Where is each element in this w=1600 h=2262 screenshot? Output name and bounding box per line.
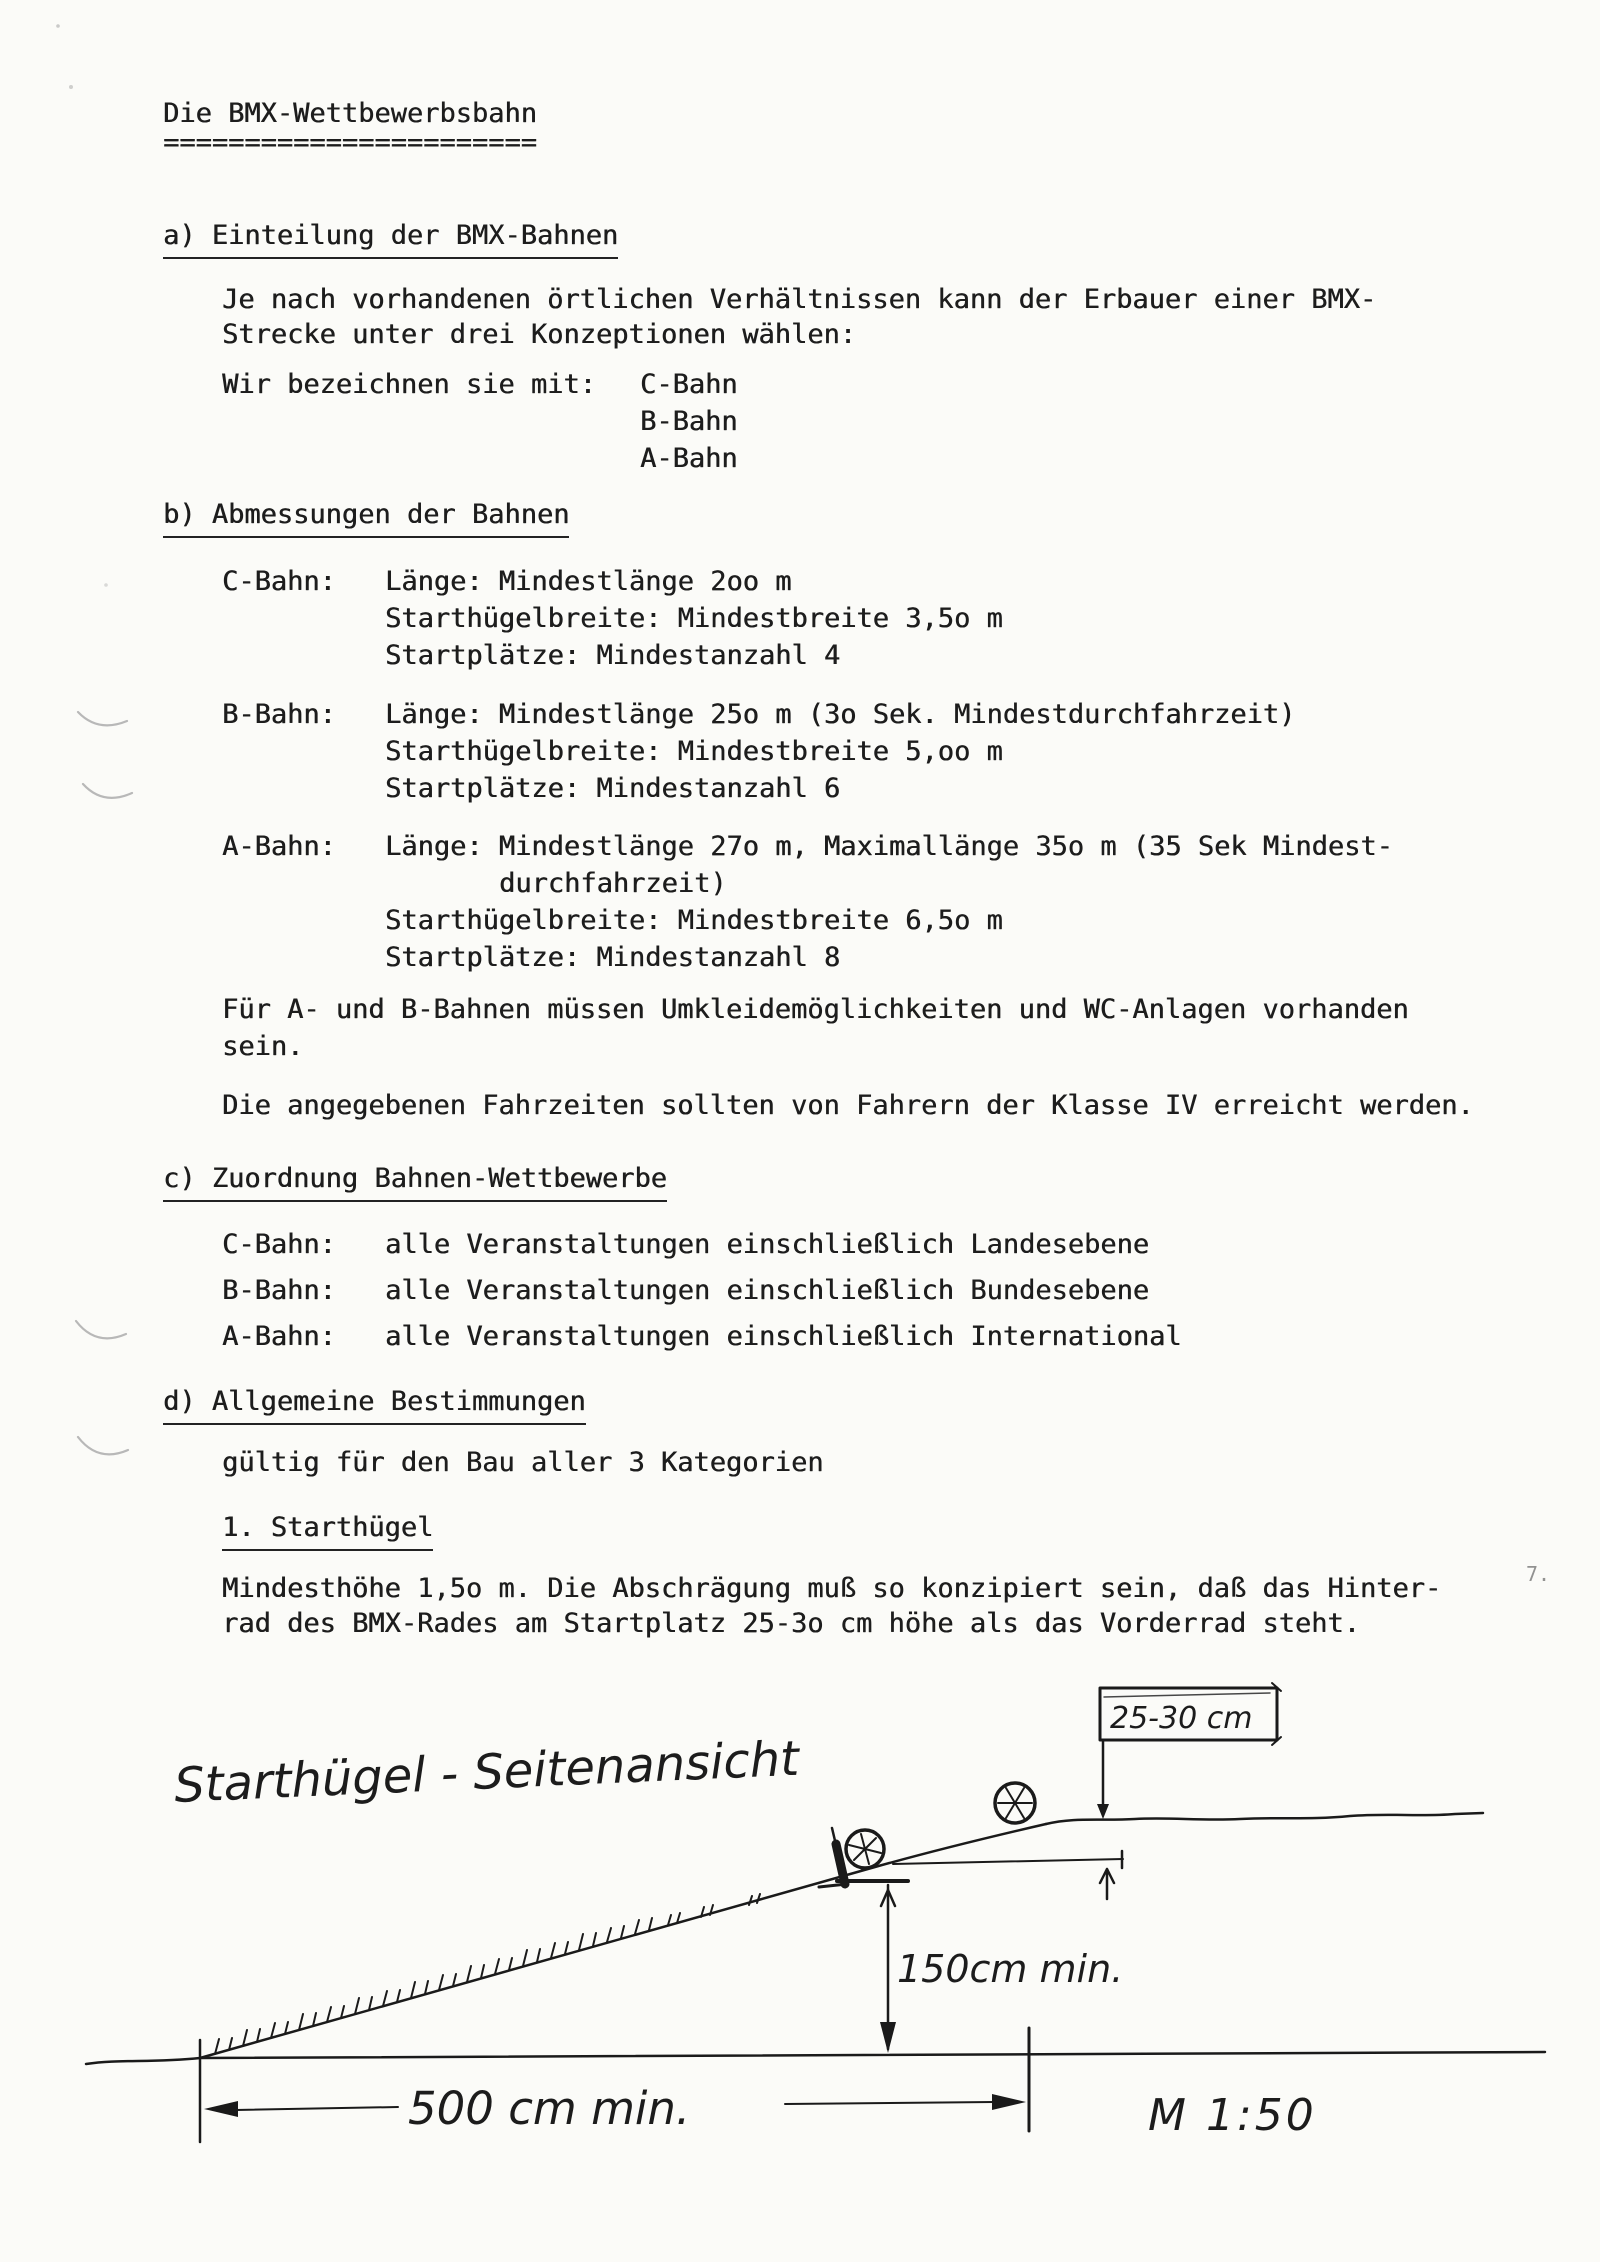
c-row-3-label: A-Bahn: — [222, 1321, 336, 1352]
c-row-2-text: alle Veranstaltungen einschließlich Bundesebene — [385, 1275, 1150, 1306]
scale-label: M 1:50 — [1148, 2090, 1317, 2141]
front-wheel-icon — [995, 1783, 1035, 1823]
margin-ink-artifact: 7. — [1526, 1562, 1551, 1586]
c-row-3-text: alle Veranstaltungen einschließlich International — [385, 1321, 1182, 1352]
starthuegel-body-line-1: Mindesthöhe 1,5o m. Die Abschrägung muß so konzipiert sein, daß das Hinter- — [222, 1573, 1442, 1604]
track-type-c: C-Bahn — [640, 369, 738, 400]
b-bahn-line-1: Länge: Mindestlänge 25o m (3o Sek. Mindestdurchfahrzeit) — [385, 699, 1296, 730]
c-row-2-label: B-Bahn: — [222, 1275, 336, 1306]
ground-line — [86, 2052, 1545, 2064]
a-bahn-line-1: Länge: Mindestlänge 27o m, Maximallänge 35o m (35 Sek Mindest- — [385, 831, 1393, 862]
hill-height-dimension — [880, 1885, 896, 2053]
hill-crest-line — [1046, 1813, 1483, 1824]
c-row-1-label: C-Bahn: — [222, 1229, 336, 1260]
c-bahn-line-1: Länge: Mindestlänge 2oo m — [385, 566, 792, 597]
starthuegel-body-line-2: rad des BMX-Rades am Startplatz 25-3o cm höhe als das Vorderrad steht. — [222, 1608, 1360, 1639]
designation-label: Wir bezeichnen sie mit: — [222, 369, 596, 400]
facilities-note-line-2: sein. — [222, 1031, 304, 1062]
ride-times-note: Die angegebenen Fahrzeiten sollten von Fahrern der Klasse IV erreicht werden. — [222, 1090, 1474, 1121]
track-type-b: B-Bahn — [640, 406, 738, 437]
margin-check-marks — [76, 712, 132, 1454]
a-bahn-label: A-Bahn: — [222, 831, 336, 862]
section-a-intro-line-1: Je nach vorhandenen örtlichen Verhältnissen kann der Erbauer einer BMX- — [222, 284, 1377, 315]
c-bahn-line-2: Starthügelbreite: Mindestbreite 3,5o m — [385, 603, 1003, 634]
a-bahn-line-2: durchfahrzeit) — [499, 868, 727, 899]
c-bahn-label: C-Bahn: — [222, 566, 336, 597]
section-a-intro-line-2: Strecke unter drei Konzeptionen wählen: — [222, 319, 856, 350]
section-a-heading: a) Einteilung der BMX-Bahnen — [163, 219, 618, 259]
subsection-starthuegel-heading: 1. Starthügel — [222, 1511, 433, 1551]
c-row-1-text: alle Veranstaltungen einschließlich Landesebene — [385, 1229, 1150, 1260]
page-title: Die BMX-Wettbewerbsbahn — [163, 98, 537, 129]
section-c-heading: c) Zuordnung Bahnen-Wettbewerbe — [163, 1162, 667, 1202]
a-bahn-line-4: Startplätze: Mindestanzahl 8 — [385, 942, 841, 973]
b-bahn-line-2: Starthügelbreite: Mindestbreite 5,oo m — [385, 736, 1003, 767]
scan-specks — [56, 24, 108, 587]
validity-line: gültig für den Bau aller 3 Kategorien — [222, 1447, 824, 1478]
ramp-length-label: 500 cm min. — [408, 2082, 691, 2135]
section-d-heading: d) Allgemeine Bestimmungen — [163, 1385, 586, 1425]
b-bahn-label: B-Bahn: — [222, 699, 336, 730]
facilities-note-line-1: Für A- und B-Bahnen müssen Umkleidemöglichkeiten und WC-Anlagen vorhanden — [222, 994, 1409, 1025]
section-b-heading: b) Abmessungen der Bahnen — [163, 498, 569, 538]
diagram-title: Starthügel - Seitenansicht — [173, 1730, 801, 1814]
c-bahn-line-3: Startplätze: Mindestanzahl 4 — [385, 640, 841, 671]
wheel-height-reference-line — [893, 1851, 1123, 1899]
height-box-label: 25-30 cm — [1110, 1701, 1253, 1736]
rear-wheel-icon — [846, 1830, 884, 1868]
b-bahn-line-3: Startplätze: Mindestanzahl 6 — [385, 773, 841, 804]
a-bahn-line-3: Starthügelbreite: Mindestbreite 6,5o m — [385, 905, 1003, 936]
page-title-underline: ======================= — [163, 127, 537, 158]
hill-height-label: 150cm min. — [897, 1947, 1124, 1991]
track-type-a: A-Bahn — [640, 443, 738, 474]
